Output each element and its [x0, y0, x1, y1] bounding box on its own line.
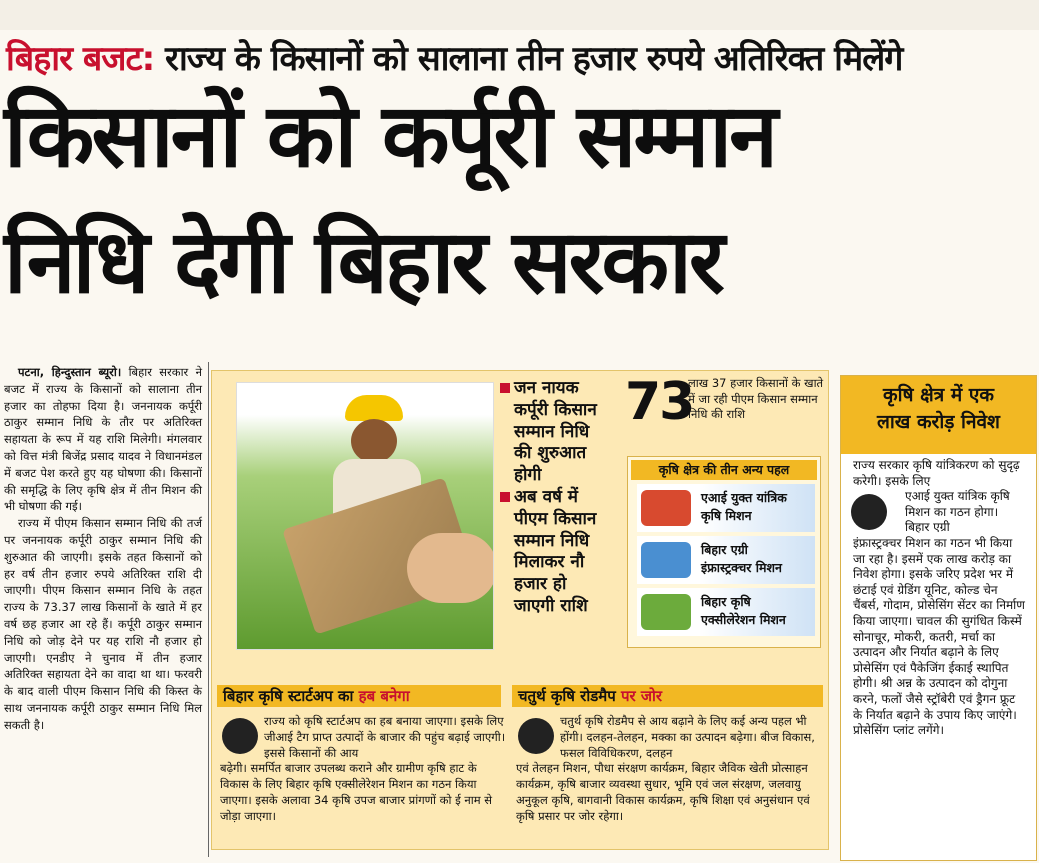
- headline-line-1: किसानों को कर्पूरी सम्मान: [4, 84, 775, 187]
- initiative-2-label-1: बिहार एग्री: [701, 542, 748, 557]
- startup-text-indent: राज्य को कृषि स्टार्टअप का हब बनाया जाएगा। इसके लिए जीआई टैग प्राप्त उत्पादों के बाजार की पहुंच बढ़ाई जाएगी। इससे किसानों की आय: [264, 714, 506, 760]
- bullet-1-line-5: होगी: [514, 465, 542, 486]
- tractor-icon: [641, 490, 691, 526]
- stat-number: 73: [625, 372, 694, 432]
- initiative-1-label-2: कृषि मिशन: [701, 508, 752, 523]
- startup-text-rest: बढ़ेगी। समर्पित बाजार उपलब्ध कराने और ग्रामीण कृषि हाट के विकास के लिए बिहार कृषि एक्सीलेरेशन मिशन का गठन किया जाएगा। इसके अलावा 34 कृषि उपज बाजार प्रांगणों को ई नाम से जोड़ा जाएगा।: [220, 761, 493, 823]
- bullet-2-line-2: पीएम किसान: [514, 508, 597, 529]
- bullet-square-icon: [500, 383, 510, 393]
- bullet-2-line-4: मिलाकर नौ: [514, 552, 585, 573]
- roadmap-heading-pre: चतुर्थ कृषि रोडमैप: [518, 687, 621, 705]
- turban-shape: [345, 395, 403, 421]
- kicker-text: राज्य के किसानों को सालाना तीन हजार रुपये अतिरिक्त मिलेंगे: [165, 39, 903, 79]
- initiative-3-label-2: एक्सीलेरेशन मिशन: [701, 612, 786, 627]
- bullet-list: [500, 378, 624, 618]
- bullet-2-line-5: हजार हो: [514, 574, 567, 595]
- startup-heading-pre: बिहार कृषि स्टार्टअप का: [223, 687, 359, 705]
- startup-article: [220, 714, 506, 825]
- investment-title-2: लाख करोड़ निवेश: [877, 411, 1000, 433]
- startup-heading: [217, 685, 501, 707]
- roadmap-text-rest: एवं तेलहन मिशन, पौधा संरक्षण कार्यक्रम, बिहार जैविक खेती प्रोत्साहन कार्यक्रम, कृषि बाजार व्यवस्था सुधार, भूमि एवं जल संरक्षण, जलवायु अनुकूल कृषि, बागवानी विकास कार्यक्रम, कृषि शिक्षा एवं अनुसंधान एवं कृषि प्रसार पर जोर रहेगा।: [516, 761, 810, 823]
- roadmap-heading: [512, 685, 823, 707]
- investment-text-rest: इंफ्रास्ट्रक्चर मिशन का गठन भी किया जा रहा है। इसमें एक लाख करोड़ का निवेश होगा। इसके जरिए प्रदेश भर में छंटाई एवं ग्रेडिंग यूनिट, कोल्ड चेन चैंबर्स, गोदाम, प्रोसेसिंग सेंटर का निर्माण किया जाएगा। चावल की सुगंधित किस्में सोनाचूर, मोकरी, कतरी, मर्चा का उत्पादन और निर्यात बढ़ाने के लिए प्रोसेसिंग एवं पैकेजिंग ईकाई स्थापित होगी। श्री अन्न के उत्पादन को दोगुना करने, फलों जैसे स्ट्रॉबेरी एवं ड्रैगन फ्रूट के निर्यात बढ़ाने के उपाय किए जाएंगे। प्रोसेसिंग प्लांट लगेंगे।: [853, 535, 1025, 738]
- initiative-card-2: [637, 536, 815, 584]
- bullet-2-line-1: अब वर्ष में: [514, 486, 578, 507]
- headline-line-2: निधि देगी बिहार सरकार: [4, 210, 722, 313]
- investment-text-top: राज्य सरकार कृषि यांत्रिकरण को सुदृढ़ करेगी। इसके लिए: [853, 458, 1020, 488]
- bullet-2-line-6: जाएगी राशि: [514, 595, 588, 616]
- investment-text-indent: एआई युक्त यांत्रिक कृषि मिशन का गठन होगा। बिहार एग्री: [905, 489, 1010, 535]
- kicker: [6, 30, 902, 88]
- bullet-2-line-3: सम्मान निधि: [514, 530, 590, 551]
- initiative-card-3: [637, 588, 815, 636]
- dateline: पटना, हिन्दुस्तान ब्यूरो।: [18, 365, 122, 379]
- bullet-1-line-4: की शुरुआत: [514, 443, 587, 464]
- investment-heading: [841, 376, 1036, 454]
- roadmap-article: [516, 714, 822, 825]
- initiatives-title: कृषि क्षेत्र की तीन अन्य पहल: [631, 460, 817, 480]
- top-strip: [0, 0, 1039, 30]
- initiative-3-label-1: बिहार कृषि: [701, 594, 751, 609]
- bullet-1-line-2: कर्पूरी किसान: [514, 399, 597, 420]
- initiative-2-label-2: इंफ्रास्ट्रक्चर मिशन: [701, 560, 782, 575]
- initiative-card-1: [637, 484, 815, 532]
- hand-shape: [407, 533, 494, 603]
- lead-article: [4, 364, 202, 734]
- roadmap-text-indent: चतुर्थ कृषि रोडमैप से आय बढ़ाने के लिए कई अन्य पहल भी होंगी। दलहन-तेलहन, मक्का का उत्पादन बढ़ेगा। बीज विकास, फसल विविधिकरण, दलहन: [560, 714, 815, 760]
- bullet-item-1: [500, 378, 624, 487]
- initiative-1-label-1: एआई युक्त यांत्रिक: [701, 490, 787, 505]
- lead-paragraph-1: बिहार सरकार ने बजट में राज्य के किसानों को सालाना तीन हजार का तोहफा दिया है। जननायक कर्पूरी ठाकुर सम्मान निधि के तौर पर अतिरिक्त सहायता के रूप में यह राशि मिलेगी। मंगलवार को वित्त मंत्री बिजेंद्र प्रसाद यादव ने विधानमंडल में बजट पेश करते हुए यह घोषणा की। किसानों की समृद्धि के लिए कृषि क्षेत्र में तीन मिशन की भी घोषणा की गई।: [4, 365, 202, 514]
- stat-text: लाख 37 हजार किसानों के खाते में जा रही पीएम किसान सम्मान निधि की राशि: [688, 376, 824, 421]
- kicker-prefix: बिहार बजट:: [6, 39, 155, 79]
- warehouse-icon: [641, 542, 691, 578]
- initiatives-box: [627, 456, 821, 648]
- startup-heading-highlight: हब बनेगा: [358, 687, 410, 705]
- farmer-photo: [236, 382, 494, 650]
- bullet-1-line-3: सम्मान निधि: [514, 421, 590, 442]
- farm-icon: [641, 594, 691, 630]
- roadmap-heading-highlight: पर जोर: [620, 687, 662, 705]
- investment-title-1: कृषि क्षेत्र में एक: [883, 384, 994, 406]
- bullet-1-line-1: जन नायक: [514, 378, 579, 398]
- lead-paragraph-2: राज्य में पीएम किसान सम्मान निधि की तर्ज पर जननायक कर्पूरी ठाकुर सम्मान निधि की शुरुआत की जाएगी। इसके तहत किसानों को हर वर्ष तीन हजार रुपये अतिरिक्त राशि दी जाएगी। पीएम किसान सम्मान निधि के तहत राज्य के 73.37 लाख किसानों के खाते में हर वर्ष छह हजार आ रहे हैं। कर्पूरी ठाकुर सम्मान निधि को जोड़ देने पर यह राशि नौ हजार हो जाएगी। एनडीए ने चुनाव में तीन हजार अतिरिक्त सहायता देने का वादा था था। फरवरी के बाद वाली पीएम किसान निधि की किस्त के साथ जननायक कर्पूरी ठाकुर सम्मान निधि मिल सकती है।: [4, 516, 202, 732]
- column-divider: [208, 362, 209, 857]
- bullet-square-icon: [500, 492, 510, 502]
- investment-box: [840, 375, 1037, 861]
- tractor-circle-icon: [851, 494, 887, 530]
- face-shape: [351, 419, 397, 463]
- bullet-item-2: [500, 487, 624, 618]
